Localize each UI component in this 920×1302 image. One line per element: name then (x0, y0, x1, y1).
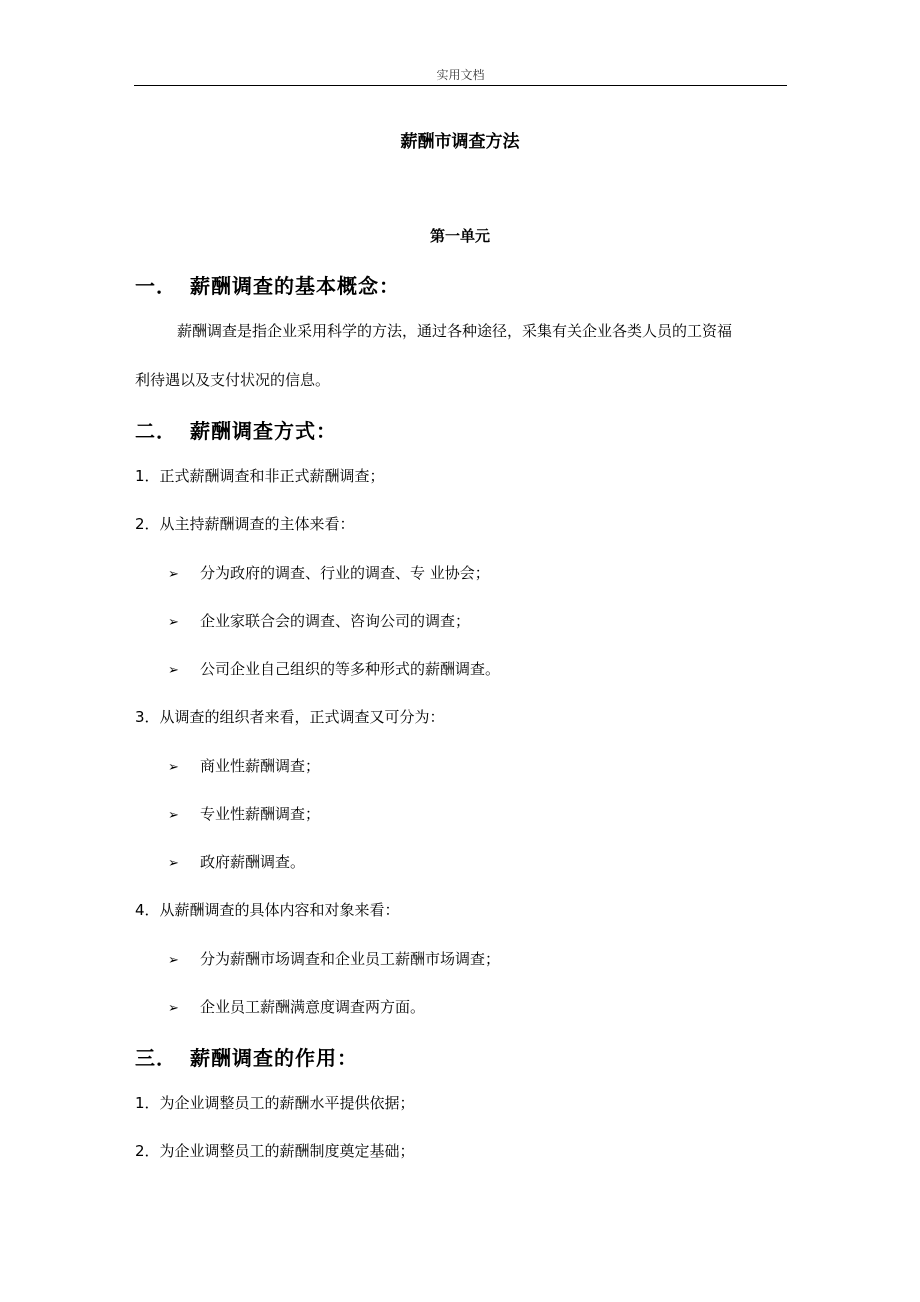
section1-heading (135, 270, 400, 299)
section3-heading (135, 1042, 358, 1071)
list-item: ➢ 分为政府的调查、行业的调查、专 业协会； (168, 564, 490, 582)
list-item: ➢ 企业员工薪酬满意度调查两方面。 (168, 998, 426, 1016)
list-item: ➢ 专业性薪酬调查； (168, 805, 321, 823)
list-item: ➢ 政府薪酬调查。 (168, 853, 306, 871)
bullet-arrow-icon: ➢ (168, 1001, 179, 1016)
document-title: 薪酬市调查方法 (400, 132, 520, 152)
list-item: ➢ 商业性薪酬调查； (168, 757, 321, 775)
section3-heading-text: 薪酬调查的作用： (190, 1046, 358, 1070)
list-item: ➢ 分为薪酬市场调查和企业员工薪酬市场调查； (168, 950, 501, 968)
section2-heading (135, 415, 337, 444)
section2-heading-text: 薪酬调查方式： (190, 419, 337, 443)
bullet-arrow-icon: ➢ (168, 856, 179, 871)
list-item: ➢ 企业家联合会的调查、咨询公司的调查； (168, 612, 471, 630)
section2-item3: 3．从调查的组织者来看，正式调查又可分为： (135, 708, 445, 726)
bullet-arrow-icon: ➢ (168, 808, 179, 823)
section1-paragraph-line1: 薪酬调查是指企业采用科学的方法，通过各种途径，采集有关企业各类人员的工资福 (177, 322, 733, 340)
bullet-arrow-icon: ➢ (168, 760, 179, 775)
section2-item4: 4．从薪酬调查的具体内容和对象来看： (135, 901, 400, 919)
bullet-arrow-icon: ➢ (168, 615, 179, 630)
header-rule (134, 85, 787, 86)
list-item: ➢ 公司企业自己组织的等多种形式的薪酬调查。 (168, 660, 501, 678)
section3-item1: 1．为企业调整员工的薪酬水平提供依据； (135, 1094, 415, 1112)
page-header: 实用文档 (436, 68, 485, 82)
section2-item1: 1．正式薪酬调查和非正式薪酬调查； (135, 467, 385, 485)
section3-item2: 2．为企业调整员工的薪酬制度奠定基础； (135, 1142, 415, 1160)
section1-heading-text: 薪酬调查的基本概念： (190, 274, 400, 298)
section1-paragraph-line2: 利待遇以及支付状况的信息。 (135, 371, 331, 389)
section2-item2: 2．从主持薪酬调查的主体来看： (135, 515, 355, 533)
unit-heading: 第一单元 (429, 227, 490, 245)
section1-number: 一． (135, 274, 177, 298)
bullet-arrow-icon: ➢ (168, 663, 179, 678)
bullet-arrow-icon: ➢ (168, 953, 179, 968)
section2-number: 二． (135, 419, 177, 443)
bullet-arrow-icon: ➢ (168, 567, 179, 582)
section3-number: 三． (135, 1046, 177, 1070)
